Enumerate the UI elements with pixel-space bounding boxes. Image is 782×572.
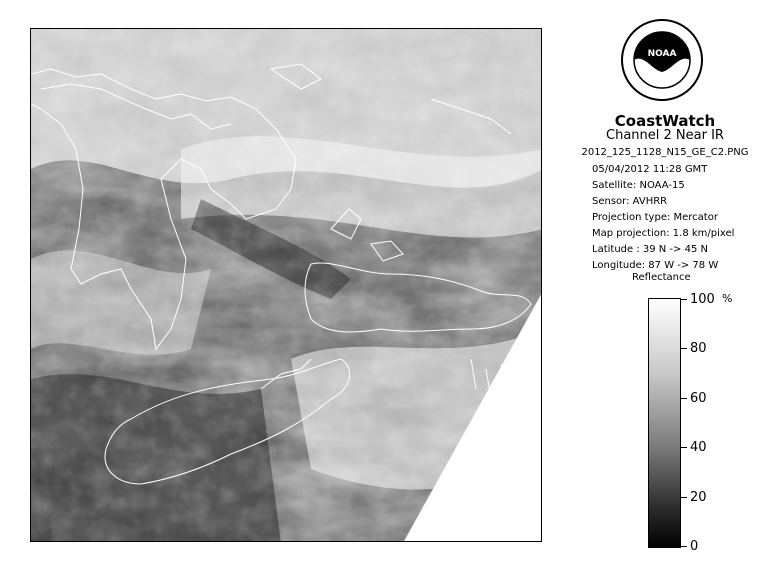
colorbar-tick [681, 299, 687, 300]
latitude-label: Latitude : 39 N -> 45 N [592, 244, 708, 255]
map-projection-label: Map projection: 1.8 km/pixel [592, 228, 735, 239]
filename-label: 2012_125_1128_N15_GE_C2.PNG [581, 147, 749, 158]
colorbar-tick-label: 20 [690, 490, 707, 505]
colorbar-tick [681, 398, 687, 399]
colorbar-tick-label: 60 [690, 391, 707, 406]
reflectance-colorbar [648, 298, 681, 548]
logo-text: NOAA [647, 49, 677, 59]
projection-type-label: Projection type: Mercator [592, 212, 718, 223]
colorbar-tick-label: 0 [690, 539, 699, 554]
legend-unit: % [722, 292, 733, 305]
channel-title: Channel 2 Near IR [606, 128, 724, 143]
colorbar-tick [681, 447, 687, 448]
datetime-label: 05/04/2012 11:28 GMT [592, 164, 708, 175]
colorbar-tick [681, 348, 687, 349]
colorbar-tick [681, 497, 687, 498]
colorbar-tick-label: 80 [690, 341, 707, 356]
sensor-label: Sensor: AVHRR [592, 196, 668, 207]
satellite-label: Satellite: NOAA-15 [592, 180, 685, 191]
colorbar-tick-label: 100 [690, 292, 715, 307]
brand-title: CoastWatch [614, 112, 716, 130]
colorbar-tick [681, 546, 687, 547]
colorbar-tick-label: 40 [690, 440, 707, 455]
legend-title: Reflectance [632, 272, 691, 283]
noaa-logo-icon [620, 18, 704, 102]
longitude-label: Longitude: 87 W -> 78 W [592, 260, 719, 271]
satellite-map [30, 28, 542, 542]
satellite-image [31, 29, 542, 542]
